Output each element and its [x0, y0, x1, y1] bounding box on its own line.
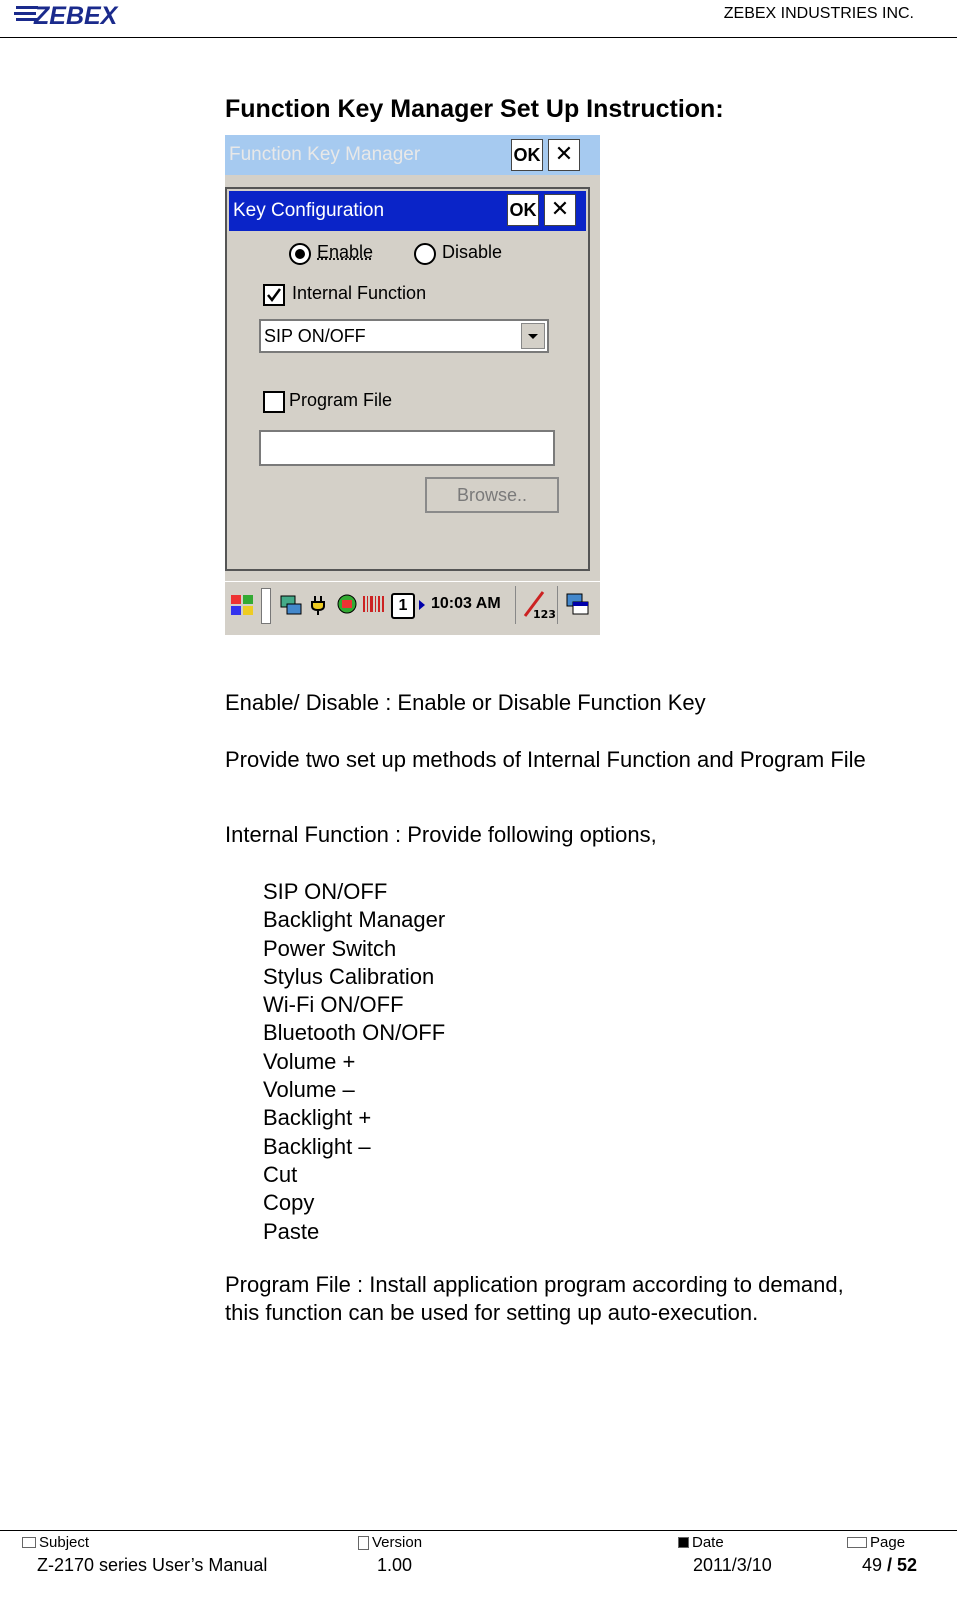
outer-close-button[interactable]: ✕ [548, 139, 580, 171]
outer-titlebar [225, 135, 600, 175]
inner-ok-button[interactable]: OK [507, 194, 539, 226]
page-title: Function Key Manager Set Up Instruction: [225, 95, 724, 123]
list-item: Cut [263, 1161, 298, 1187]
taskbar [225, 581, 600, 628]
footer-page [862, 1555, 917, 1576]
internal-function-checkbox[interactable] [263, 284, 285, 306]
taskbar-divider [515, 586, 516, 624]
input-panel-text: 123 [533, 608, 556, 621]
folder-icon [22, 1537, 36, 1548]
dropdown-value: SIP ON/OFF [264, 326, 366, 346]
input-panel-icon[interactable] [521, 588, 556, 622]
list-item: Wi-Fi ON/OFF [263, 992, 404, 1018]
list-item: SIP ON/OFF [263, 879, 388, 904]
internal-function-dropdown[interactable] [259, 319, 549, 353]
enable-radio-dot [295, 249, 305, 259]
inner-close-button[interactable]: ✕ [544, 194, 576, 226]
list-item: Volume + [263, 1048, 356, 1074]
disable-label: Disable [442, 242, 503, 262]
list-item: Paste [263, 1218, 320, 1244]
footer-version: 1.00 [377, 1555, 413, 1575]
footer-subject-label: Subject [22, 1534, 89, 1551]
company-name: ZEBEX INDUSTRIES INC. [723, 5, 914, 22]
internal-function-text: Internal Function : Provide following options, [225, 822, 657, 847]
list-item: Volume – [263, 1077, 355, 1103]
methods-text: Provide two set up methods of Internal Function and Program File [225, 747, 866, 772]
list-item: Backlight – [263, 1133, 371, 1159]
header-divider [0, 37, 957, 38]
enable-radio[interactable] [289, 243, 311, 265]
footer-divider [0, 1530, 957, 1531]
inner-title: Key Configuration [233, 200, 385, 221]
input-indicator-icon[interactable] [261, 588, 271, 624]
book-icon [847, 1537, 867, 1548]
checkmark-icon [265, 286, 283, 304]
power-plug-icon[interactable] [309, 592, 333, 616]
taskbar-time[interactable]: 10:03 AM [431, 595, 501, 612]
page-total: 52 [897, 1555, 918, 1575]
inner-titlebar [229, 191, 586, 231]
key-configuration-dialog [225, 187, 590, 571]
zebex-logo [14, 0, 139, 30]
list-item: Backlight + [263, 1105, 372, 1131]
list-item: Power Switch [263, 935, 397, 961]
footer-version-label: Version [358, 1534, 422, 1551]
barcode-icon[interactable] [361, 592, 387, 616]
logo-text: ZEBEX [34, 2, 118, 30]
outer-ok-button[interactable]: OK [511, 139, 543, 171]
battery-icon[interactable] [335, 592, 359, 616]
taskbar-divider-2 [557, 586, 558, 624]
program-file-input[interactable] [259, 430, 555, 466]
document-icon [358, 1536, 369, 1550]
browse-button[interactable]: Browse.. [425, 477, 559, 513]
chevron-down-icon[interactable] [521, 323, 545, 349]
internal-function-label: Internal Function [292, 283, 427, 303]
calendar-icon [678, 1537, 689, 1548]
list-item: Bluetooth ON/OFF [263, 1020, 446, 1046]
chevron-right-icon[interactable] [417, 598, 427, 612]
footer-subject: Z-2170 series User’s Manual [37, 1555, 268, 1575]
outer-title: Function Key Manager [229, 144, 421, 165]
enable-disable-text: Enable/ Disable : Enable or Disable Function Key [225, 690, 706, 715]
footer-page-label: Page [847, 1534, 905, 1551]
device-screenshot [225, 135, 600, 635]
page-current: 49 [862, 1555, 883, 1575]
page-sep: / [882, 1555, 898, 1575]
disable-radio[interactable] [414, 243, 436, 265]
program-file-label: Program File [289, 390, 393, 410]
list-item: Stylus Calibration [263, 963, 435, 989]
list-item: Backlight Manager [263, 907, 446, 933]
taskbar-badge[interactable]: 1 [391, 593, 415, 619]
desktop-icon[interactable] [565, 592, 591, 618]
footer-date: 2011/3/10 [693, 1555, 772, 1575]
program-file-checkbox[interactable] [263, 391, 285, 413]
enable-label: Enable [317, 242, 374, 262]
network-icon[interactable] [279, 592, 303, 616]
program-file-text-2: this function can be used for setting up auto-execution. [225, 1300, 759, 1325]
windows-start-icon[interactable] [229, 592, 255, 618]
option-list [263, 878, 445, 1246]
footer-date-label: Date [678, 1534, 724, 1551]
program-file-text-1: Program File : Install application program according to demand, [225, 1272, 844, 1297]
list-item: Copy [263, 1190, 315, 1216]
